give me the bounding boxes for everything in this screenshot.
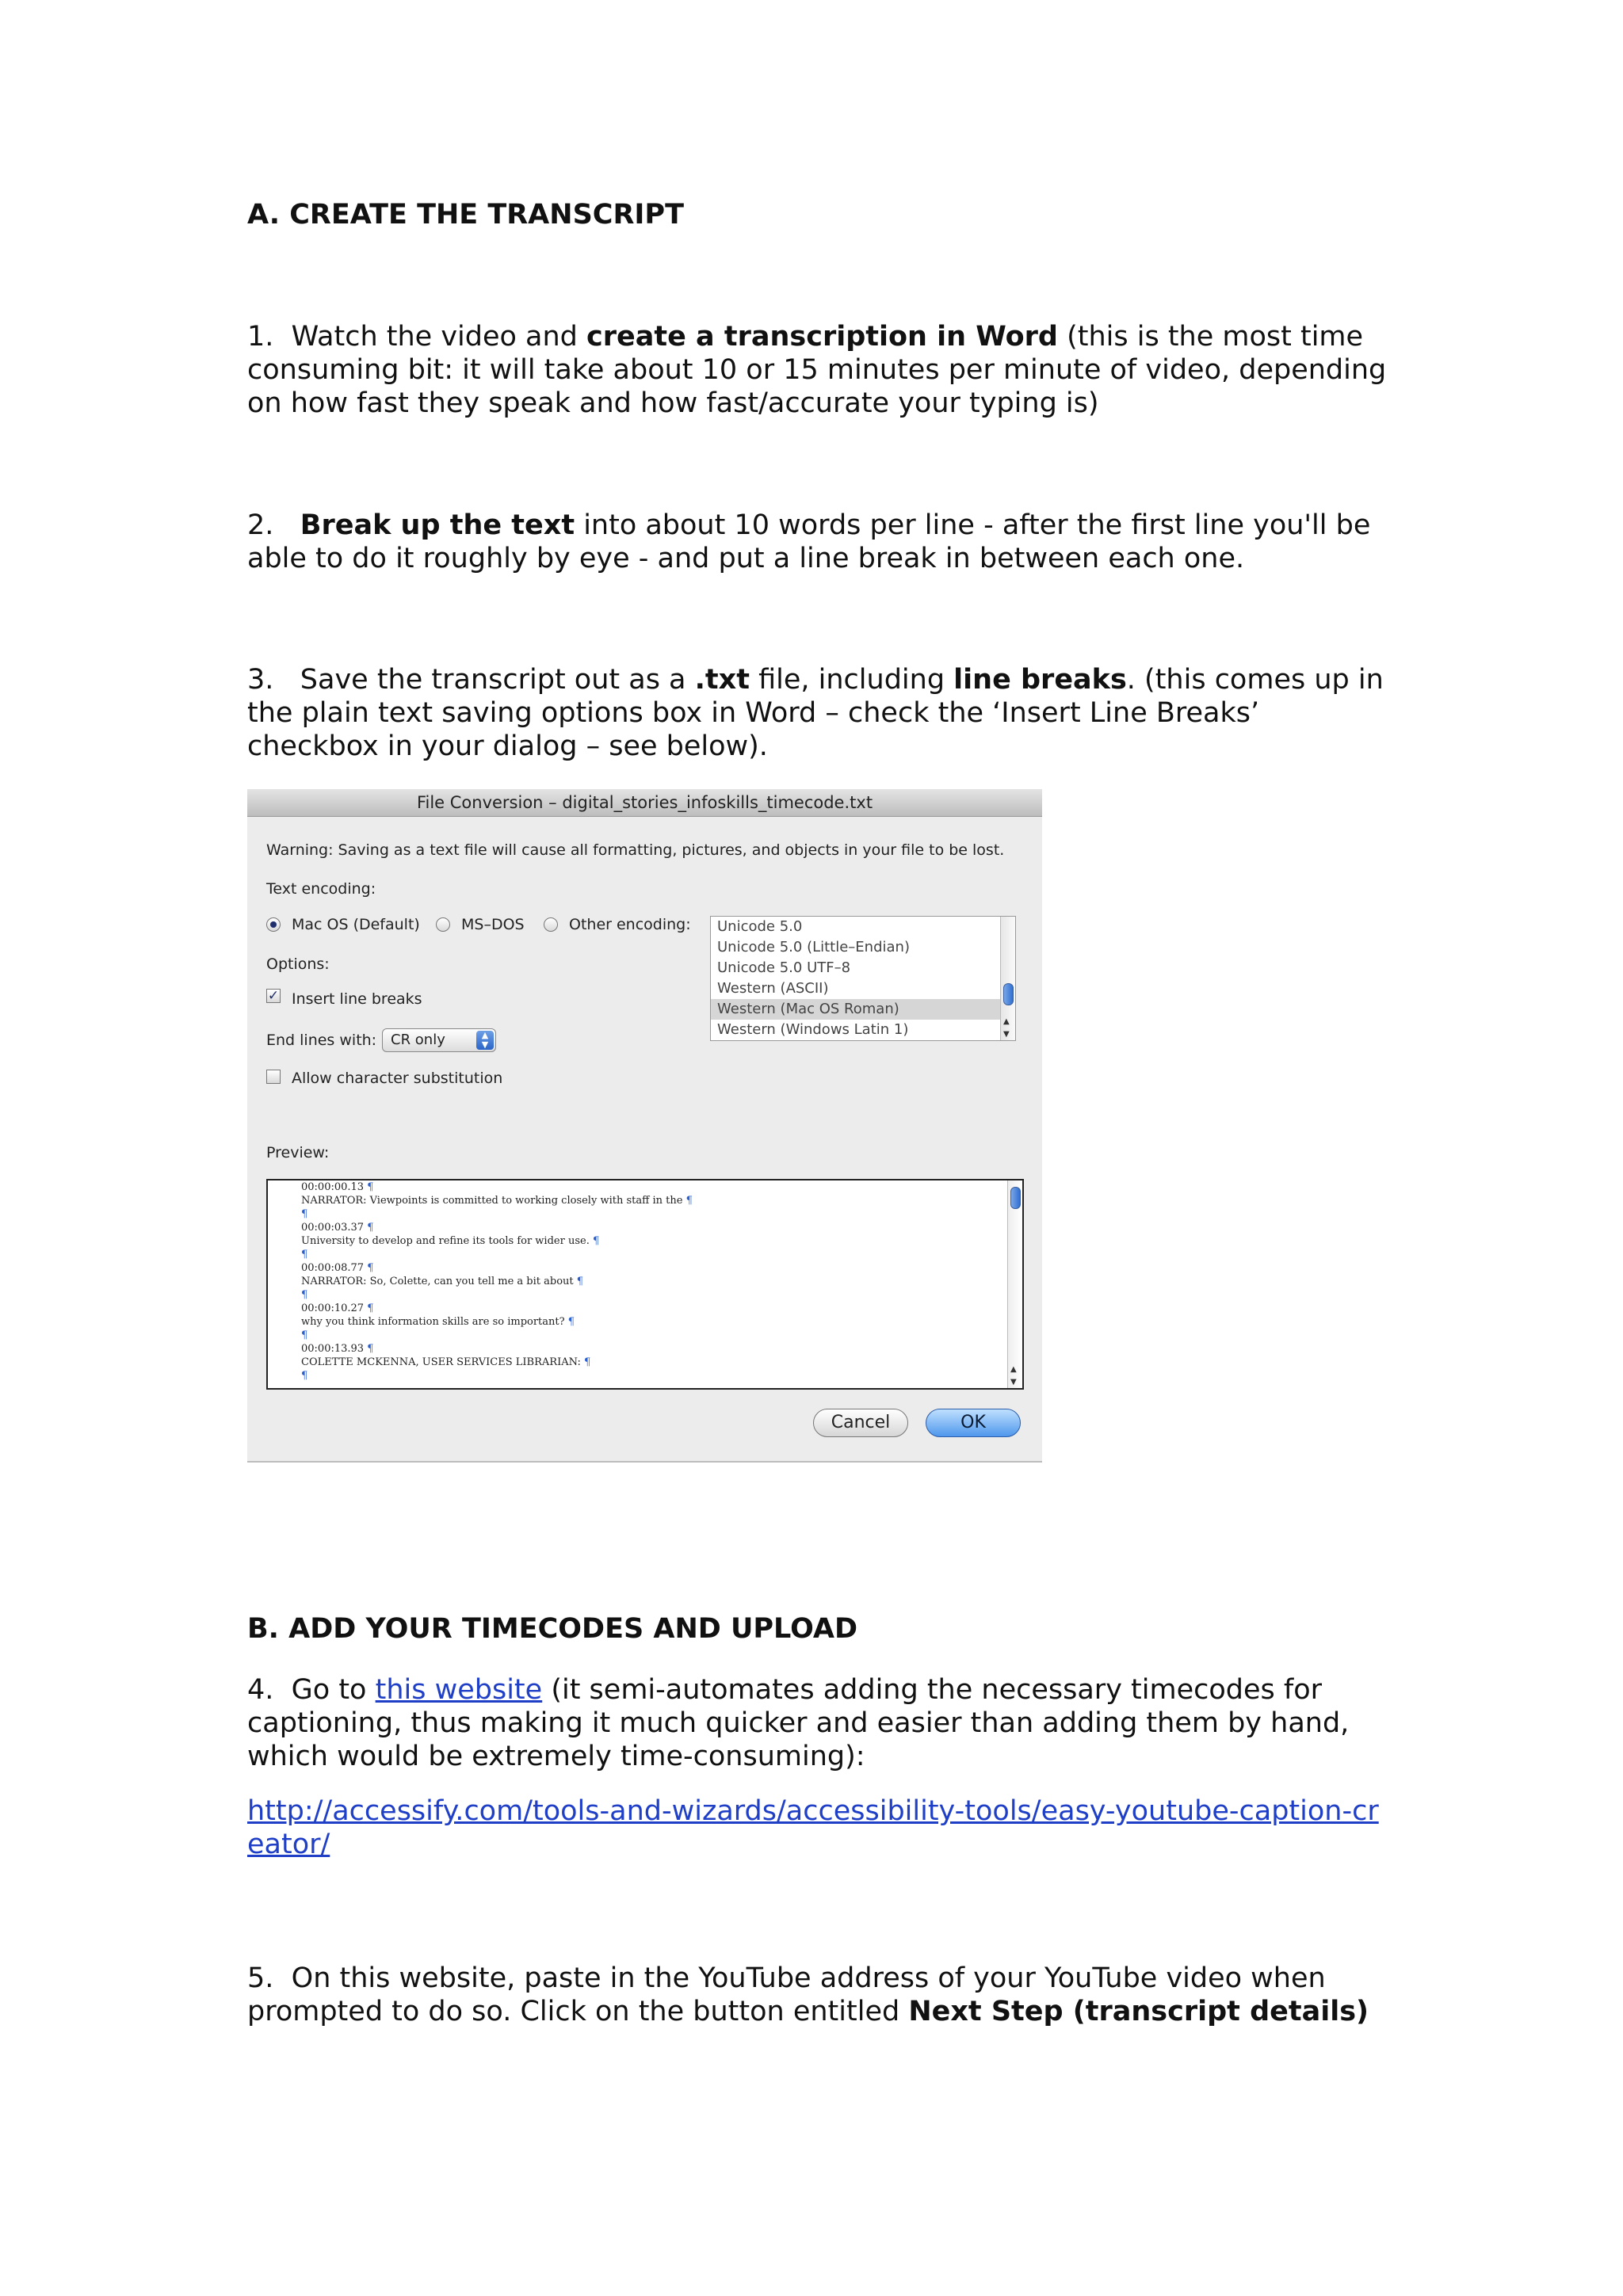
section-b-heading: B. ADD YOUR TIMECODES AND UPLOAD: [247, 1613, 858, 1645]
step-3-paragraph: [247, 663, 1388, 763]
encoding-items: [711, 917, 1015, 1040]
paragraph-mark-icon: ¶: [364, 1222, 374, 1234]
step-4-text-post: (it semi-automates adding the necessary timecodes for captioning, thus making it much quicker and easier than adding them by hand, which would be extremely time-consuming):: [247, 1674, 1350, 1772]
step-3-bold-txt: .txt: [694, 664, 750, 696]
preview-line-text: COLETTE MCKENNA, USER SERVICES LIBRARIAN:: [301, 1356, 581, 1368]
paragraph-mark-icon: ¶: [364, 1302, 374, 1314]
paragraph-mark-icon: ¶: [364, 1343, 374, 1355]
preview-line: [301, 1196, 693, 1207]
preview-line: [301, 1182, 373, 1193]
radio-mac-os-label: Mac OS (Default): [292, 916, 420, 933]
preview-line: [301, 1290, 307, 1301]
radio-other-encoding[interactable]: [544, 917, 558, 932]
preview-label: Preview:: [266, 1144, 330, 1161]
step-2-paragraph: [247, 509, 1388, 575]
insert-line-breaks-label: Insert line breaks: [292, 990, 422, 1008]
this-website-link[interactable]: this website: [375, 1674, 543, 1706]
step-2-bold: Break up the text: [300, 509, 575, 541]
paragraph-mark-icon: ¶: [564, 1316, 575, 1328]
preview-line: [301, 1209, 307, 1220]
preview-line: [301, 1263, 373, 1274]
file-conversion-dialog: [247, 789, 1042, 1463]
dialog-warning: Warning: Saving as a text file will cause all formatting, pictures, and objects in your file to be lost.: [266, 841, 1005, 859]
paragraph-mark-icon: ¶: [573, 1276, 584, 1287]
paragraph-mark-icon: ¶: [301, 1370, 308, 1382]
preview-line-text: NARRATOR: So, Colette, can you tell me a bit about: [301, 1276, 574, 1287]
step-4-number: 4.: [247, 1674, 274, 1706]
step-2-number: 2.: [247, 509, 274, 541]
preview-line-text: 00:00:13.93: [301, 1343, 365, 1355]
encoding-scroll-thumb[interactable]: [1003, 983, 1014, 1005]
step-3-text-pre: Save the transcript out as a: [300, 664, 695, 696]
paragraph-mark-icon: ¶: [364, 1262, 374, 1274]
paragraph-mark-icon: ¶: [589, 1235, 600, 1247]
step-1-text-pre: Watch the video and: [291, 321, 587, 353]
encoding-option[interactable]: Western (Windows Latin 1): [717, 1021, 909, 1038]
ok-button[interactable]: OK: [926, 1409, 1021, 1437]
preview-line: [301, 1249, 307, 1261]
preview-line-text: 00:00:00.13: [301, 1181, 365, 1193]
step-1-text-post: (this is the most time consuming bit: it will take about 10 or 15 minutes per minute of video, depending on how fast they speak and how fast/accurate your typing is): [247, 321, 1387, 419]
step-2-text-post: into about 10 words per line - after the first line you'll be able to do it roughly by eye - and put a line break in between each one.: [247, 509, 1371, 574]
section-a-heading: A. CREATE THE TRANSCRIPT: [247, 199, 684, 231]
step-4-text-pre: Go to: [291, 1674, 376, 1706]
step-1-paragraph: [247, 320, 1388, 420]
preview-line: [301, 1276, 583, 1287]
preview-box[interactable]: [266, 1179, 1024, 1390]
paragraph-mark-icon: ¶: [364, 1181, 374, 1193]
step-5-bold: Next Step (transcript details): [908, 1996, 1369, 2027]
preview-line: [301, 1357, 590, 1368]
allow-substitution-label: Allow character substitution: [292, 1070, 503, 1087]
text-encoding-label: Text encoding:: [266, 880, 376, 898]
paragraph-mark-icon: ¶: [301, 1208, 308, 1220]
step-3-bold-line-breaks: line breaks: [953, 664, 1127, 696]
encoding-list[interactable]: [710, 916, 1016, 1041]
paragraph-mark-icon: ¶: [682, 1195, 693, 1207]
end-lines-select[interactable]: [382, 1028, 496, 1052]
paragraph-mark-icon: ¶: [301, 1249, 308, 1261]
paragraph-mark-icon: ¶: [301, 1329, 308, 1341]
end-lines-value: CR only: [391, 1032, 445, 1048]
paragraph-mark-icon: ¶: [580, 1356, 591, 1368]
dialog-title: File Conversion – digital_stories_infoskills_timecode.txt: [247, 789, 1042, 817]
preview-line-text: NARRATOR: Viewpoints is committed to working closely with staff in the: [301, 1195, 683, 1207]
preview-line: [301, 1330, 307, 1341]
preview-line-text: 00:00:10.27: [301, 1302, 365, 1314]
preview-line-text: University to develop and refine its tools for wider use.: [301, 1235, 590, 1247]
preview-scroll-down-icon[interactable]: ▼: [1010, 1378, 1017, 1386]
step-5-number: 5.: [247, 1962, 274, 1994]
preview-line: [301, 1371, 307, 1382]
preview-scroll-thumb[interactable]: [1010, 1187, 1021, 1209]
url-paragraph: [247, 1794, 1388, 1861]
preview-line: [301, 1344, 373, 1355]
preview-line-text: 00:00:03.37: [301, 1222, 365, 1234]
cancel-button[interactable]: Cancel: [813, 1409, 908, 1437]
preview-line: [301, 1236, 599, 1247]
scroll-down-arrow-icon[interactable]: ▼: [1003, 1030, 1010, 1039]
step-3-text-mid: file, including: [749, 664, 954, 696]
preview-scrollbar[interactable]: [1007, 1180, 1022, 1388]
step-5-paragraph: [247, 1962, 1388, 2028]
step-1-bold: create a transcription in Word: [586, 321, 1058, 353]
preview-line: [301, 1222, 373, 1234]
encoding-option[interactable]: Western (ASCII): [717, 980, 829, 997]
scroll-up-arrow-icon[interactable]: ▲: [1003, 1017, 1010, 1026]
options-label: Options:: [266, 955, 330, 973]
preview-scroll-up-icon[interactable]: ▲: [1010, 1365, 1017, 1374]
preview-line-text: 00:00:08.77: [301, 1262, 365, 1274]
encoding-scrollbar[interactable]: [1000, 917, 1015, 1040]
end-lines-label: End lines with:: [266, 1032, 377, 1049]
encoding-option[interactable]: Western (Mac OS Roman): [711, 999, 1015, 1020]
radio-other-encoding-label: Other encoding:: [569, 916, 691, 933]
step-1-number: 1.: [247, 321, 274, 353]
encoding-option[interactable]: Unicode 5.0 (Little–Endian): [717, 939, 910, 955]
step-3-text-post: . (this comes up in the plain text saving options box in Word – check the ‘Insert Line Breaks’ checkbox in your dialog – see below).: [247, 664, 1384, 762]
encoding-option[interactable]: Unicode 5.0 UTF–8: [717, 959, 851, 976]
preview-line: [301, 1317, 575, 1328]
radio-ms-dos[interactable]: [436, 917, 450, 932]
insert-line-breaks-checkbox[interactable]: ✓: [267, 988, 280, 1004]
step-3-number: 3.: [247, 664, 274, 696]
preview-line: [301, 1303, 373, 1314]
step-5-text-pre: On this website, paste in the YouTube address of your YouTube video when prompted to do so. Click on the button entitled: [247, 1962, 1326, 2027]
radio-mac-os[interactable]: [266, 917, 281, 932]
step-4-paragraph: [247, 1673, 1388, 1773]
preview-line-text: why you think information skills are so important?: [301, 1316, 565, 1328]
allow-substitution-checkbox[interactable]: [266, 1070, 281, 1084]
select-arrows-icon: ▲ ▼: [476, 1031, 494, 1050]
accessify-url-link[interactable]: http://accessify.com/tools-and-wizards/accessibility-tools/easy-youtube-caption-creator/: [247, 1795, 1379, 1860]
encoding-option[interactable]: Unicode 5.0: [717, 918, 803, 935]
radio-ms-dos-label: MS–DOS: [461, 916, 525, 933]
paragraph-mark-icon: ¶: [301, 1289, 308, 1301]
